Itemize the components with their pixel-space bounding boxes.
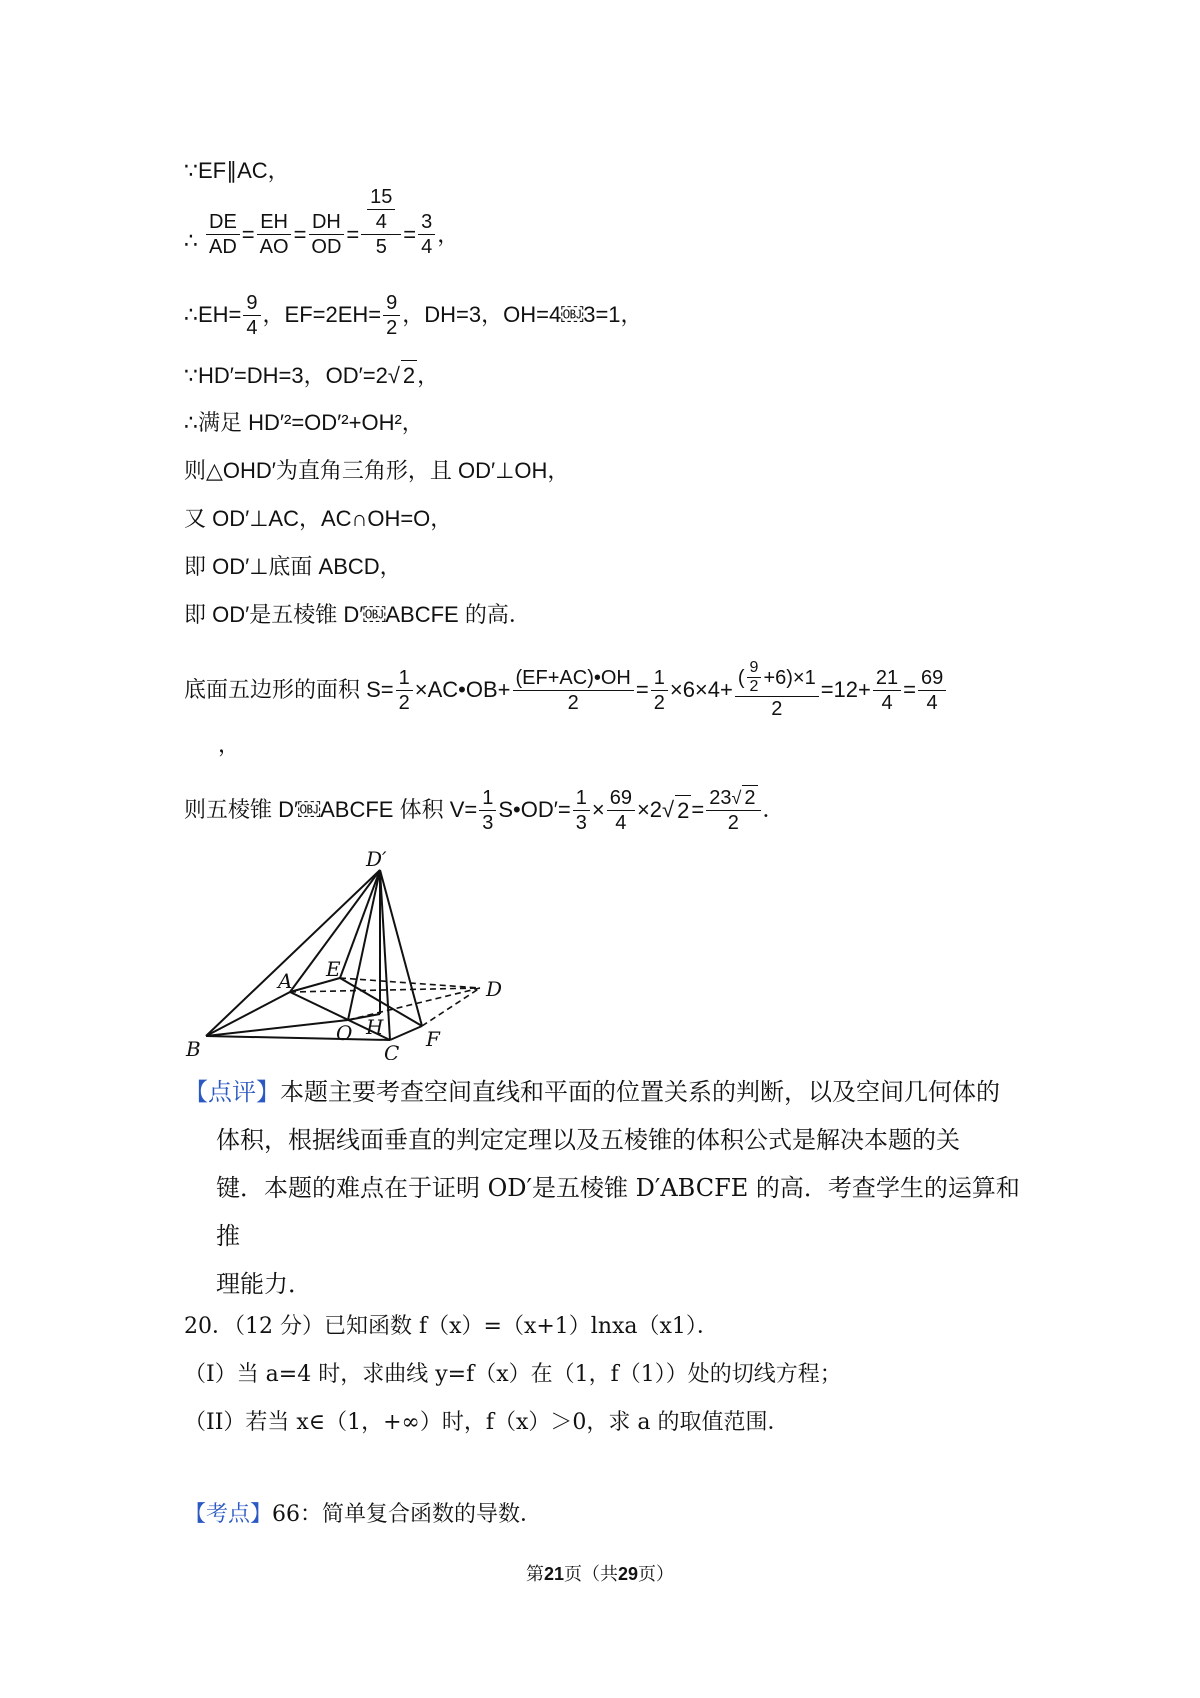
- line-ef-parallel-ac: ∵EF∥AC，: [184, 158, 290, 183]
- fraction-eh-ao: $\frac{EH}{AO}$: [257, 210, 292, 259]
- problem-20-title: 20．（12 分）已知函数 f（x）=（x+1）lnx￼a（x￼1）．: [184, 1314, 719, 1339]
- therefore-symbol: ∴: [184, 228, 198, 253]
- edge-c-f: [390, 1026, 422, 1040]
- edge-dp-b: [206, 870, 380, 1036]
- problem-20-part2: （II）若当 x∈（1，+∞）时，f（x）＞0，求 a 的取值范围．: [184, 1410, 790, 1435]
- label-f: F: [426, 1027, 440, 1051]
- fraction-15-4-over-5: 15 4 5: [361, 185, 401, 259]
- fraction-1-2-b: $\frac{1}{2}$: [651, 666, 668, 715]
- comment-tag: 【点评】: [184, 1078, 280, 1106]
- edge-b-c: [206, 1036, 390, 1040]
- fraction-9-4: $\frac{9}{4}$: [243, 291, 260, 340]
- problem-20-part1: （I）当 a=4 时，求曲线 y=f（x）在（1，f（1））处的切线方程；: [184, 1362, 842, 1387]
- kaodian-tag: 【考点】: [184, 1502, 273, 1527]
- edge-f-d-dashed: [422, 988, 480, 1026]
- line-hd-od: ∵HD′=DH=3，OD′=2√ 2，: [184, 360, 439, 391]
- fraction-1-3-b: $\frac{1}{3}$: [573, 786, 590, 835]
- fraction-nested: ( $\frac{9}{2}$ +6)×1 2: [735, 659, 819, 721]
- fraction-69-4-b: $\frac{69}{4}$: [607, 786, 635, 835]
- edge-a-d-dashed: [290, 988, 480, 992]
- fraction-de-ad: $\frac{DE}{AD}$: [206, 210, 240, 259]
- line-od-perp-base: 即 OD′⊥底面 ABCD，: [184, 554, 402, 579]
- line-volume: 则五棱锥 D′￼ABCFE 体积 V= $\frac{1}{3}$ S•OD′= $\frac{1}{3}$ × $\frac{69}{4}$ ×2 √ 2 = $\frac{23√ 2}{2}$ ．: [184, 786, 785, 834]
- label-d: D: [486, 977, 503, 1001]
- line-satisfy: ∴满足 HD′²=OD′²+OH²，: [184, 410, 424, 435]
- label-dp: D′: [366, 850, 387, 871]
- line-od-height: 即 OD′是五棱锥 D′￼ABCFE 的高．: [184, 602, 531, 627]
- ratio-chain: $\frac{DE}{AD}$ = $\frac{EH}{AO}$ = $\frac{DH}{OD}$ = 15 4 5 = $\frac{3}{4}$ ，: [204, 210, 459, 259]
- fraction-dh-od: $\frac{DH}{OD}$: [308, 210, 344, 259]
- label-a: A: [278, 969, 293, 993]
- label-h: H: [366, 1015, 384, 1039]
- edge-dp-f: [380, 870, 422, 1026]
- fraction-1-2-a: $\frac{1}{2}$: [396, 666, 413, 715]
- line-right-triangle: 则△OHD′为直角三角形，且 OD′⊥OH，: [184, 458, 570, 483]
- line-base-area: 底面五边形的面积 S= $\frac{1}{2}$ ×AC•OB+ $\frac{(EF+AC)•OH}{2}$ = $\frac{1}{2}$ ×6×4+ ( $\frac{9}{2}$ +6)×1 2 =12+ $\frac{21}{4}$ = $\frac{69}{4}$: [184, 650, 948, 730]
- edge-b-a: [206, 992, 290, 1036]
- fraction-9-2: $\frac{9}{2}$: [383, 291, 400, 340]
- pyramid-figure: [180, 850, 520, 1060]
- line-area-comma: ，: [218, 732, 241, 757]
- fraction-23sqrt2-2: $\frac{23√ 2}{2}$: [706, 785, 760, 835]
- label-b: B: [186, 1037, 201, 1060]
- line-eh-ef-dh-oh: ∴EH= $\frac{9}{4}$ ，EF=2EH= $\frac{9}{2}$ ，DH=3，OH=4￼3=1，: [184, 291, 643, 339]
- label-c: C: [384, 1041, 400, 1060]
- current-page-number: 21: [543, 1564, 564, 1584]
- label-e: E: [326, 957, 341, 981]
- fraction-21-4: $\frac{21}{4}$: [873, 666, 901, 715]
- fraction-69-4-a: $\frac{69}{4}$: [918, 666, 946, 715]
- total-page-number: 29: [618, 1564, 639, 1584]
- fraction-ef-ac-oh: $\frac{(EF+AC)•OH}{2}$: [513, 666, 634, 715]
- line-od-perp-ac: 又 OD′⊥AC，AC∩OH=O，: [184, 506, 453, 531]
- fraction-3-4: $\frac{3}{4}$: [418, 210, 435, 259]
- label-o: O: [336, 1021, 353, 1045]
- comment-paragraph: 【点评】本题主要考查空间直线和平面的位置关系的判断，以及空间几何体的 体积，根据线面垂直的判定定理以及五棱锥的体积公式是解决本题的关 键．本题的难点在于证明 OD′是五棱锥 D′￼ABCFE 的高．考查学生的运算和推 理能力．: [184, 1078, 1020, 1298]
- fraction-1-3-a: $\frac{1}{3}$: [479, 786, 496, 835]
- edge-b-o: [206, 1020, 348, 1036]
- page-footer: 第21页（共29页）: [525, 1564, 675, 1585]
- kaodian-line: 【考点】66：简单复合函数的导数．: [184, 1502, 543, 1527]
